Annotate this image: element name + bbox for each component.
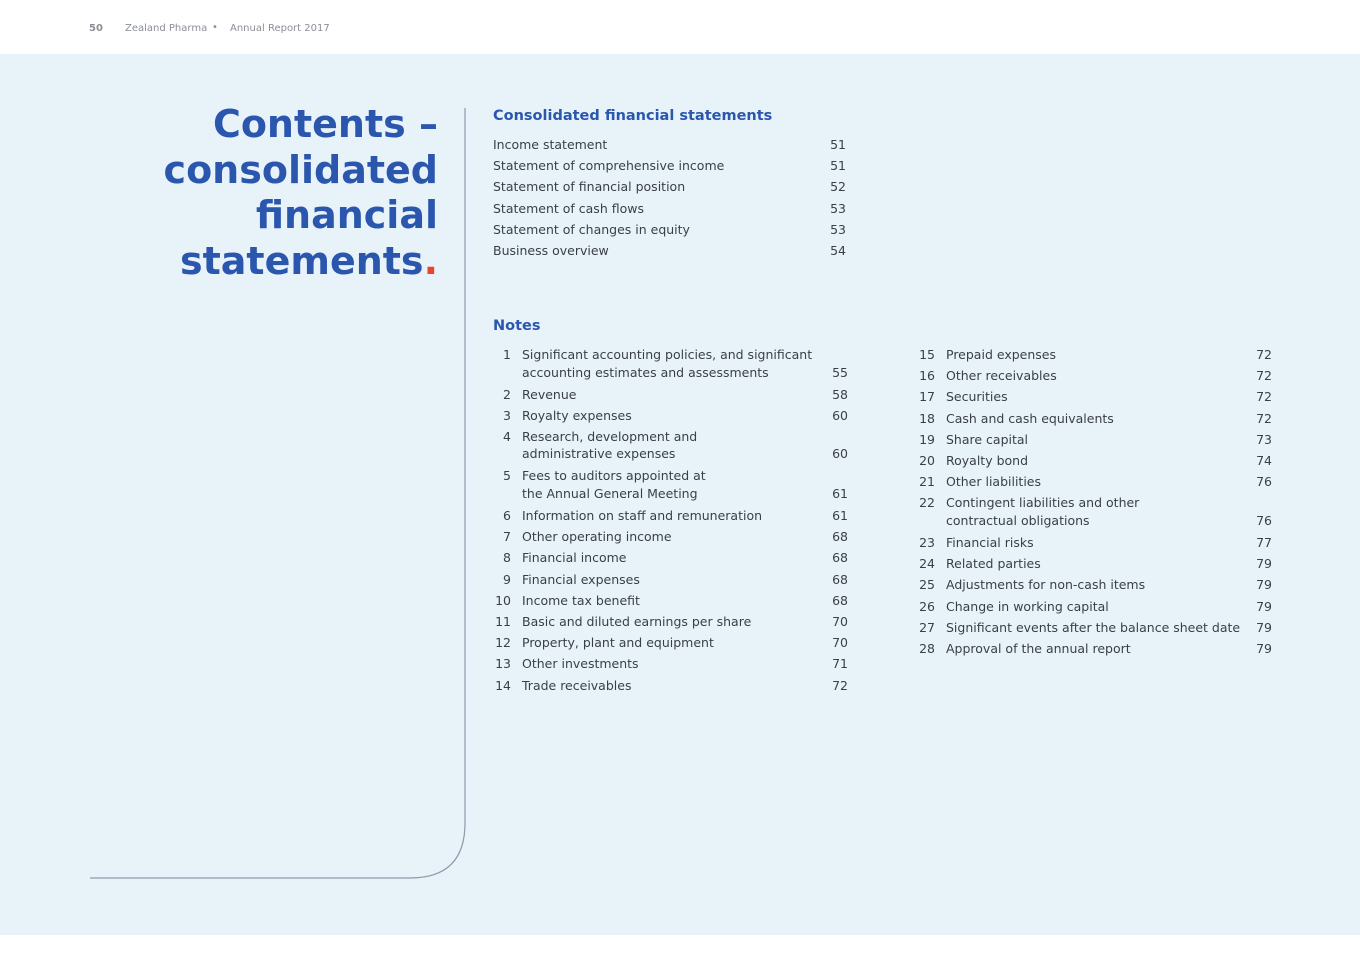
title-line-1: Contents –	[212, 102, 438, 146]
note-page: 68	[832, 550, 848, 566]
note-row[interactable]	[493, 407, 848, 425]
note-page: 70	[832, 635, 848, 651]
note-label: Revenue	[522, 386, 577, 402]
note-label: Significant accounting policies, and significant	[522, 347, 813, 362]
note-number: 11	[495, 613, 511, 629]
note-label: Change in working capital	[946, 598, 1109, 614]
note-row[interactable]	[493, 549, 848, 567]
note-label: Trade receivables	[522, 677, 632, 693]
note-row[interactable]	[917, 640, 1272, 658]
note-row[interactable]	[917, 452, 1272, 470]
toc-row[interactable]	[493, 178, 849, 195]
note-number: 12	[495, 635, 511, 651]
notes-heading: Notes	[493, 318, 541, 334]
note-row[interactable]	[493, 677, 848, 695]
toc-row-page: 51	[830, 158, 846, 174]
note-page: 71	[832, 656, 848, 672]
note-number: 21	[919, 474, 935, 490]
note-page: 68	[832, 592, 848, 608]
toc-row[interactable]	[493, 136, 849, 153]
note-page: 68	[832, 571, 848, 587]
note-label-line-2: accounting estimates and assessments	[522, 364, 769, 380]
company-name: Zealand Pharma	[125, 23, 208, 34]
note-label: Adjustments for non-cash items	[946, 577, 1146, 593]
toc-row-page: 52	[830, 179, 846, 195]
toc-row-page: 51	[830, 137, 846, 152]
note-row[interactable]	[493, 634, 848, 652]
note-label: Contingent liabilities and other	[946, 495, 1140, 511]
note-number: 4	[503, 428, 511, 444]
note-label: Other investments	[522, 656, 639, 672]
toc-row-label: Statement of changes in equity	[493, 221, 690, 237]
note-label: Prepaid expenses	[946, 347, 1056, 362]
note-label: Property, plant and equipment	[522, 635, 714, 651]
note-row[interactable]	[493, 528, 848, 546]
note-number: 23	[919, 534, 935, 550]
note-number: 2	[503, 386, 511, 402]
note-row[interactable]	[917, 431, 1272, 449]
note-row[interactable]	[917, 576, 1272, 594]
note-label: Significant events after the balance sheet date	[946, 619, 1241, 635]
note-page: 70	[832, 613, 848, 629]
note-number: 16	[919, 368, 935, 384]
note-page: 72	[1256, 389, 1272, 405]
toc-row-label: Statement of cash flows	[493, 200, 644, 216]
note-number: 22	[919, 495, 935, 511]
note-page: 76	[1256, 474, 1272, 490]
note-row[interactable]	[917, 534, 1272, 552]
page-number: 50	[89, 23, 103, 34]
note-page: 73	[1256, 431, 1272, 447]
note-row[interactable]	[917, 346, 1272, 364]
toc-row-label: Income statement	[493, 137, 608, 152]
note-number: 25	[919, 577, 935, 593]
note-label: Research, development and	[522, 428, 698, 444]
note-label: Share capital	[946, 431, 1029, 447]
note-row[interactable]	[493, 346, 848, 381]
title-line-4-text: statements	[179, 238, 424, 283]
note-row[interactable]	[917, 619, 1272, 637]
note-number: 27	[919, 619, 935, 635]
note-page: 60	[832, 407, 848, 423]
note-row[interactable]	[493, 592, 848, 610]
note-page: 72	[1256, 410, 1272, 426]
note-number: 18	[919, 410, 935, 426]
note-label: Basic and diluted earnings per share	[522, 613, 752, 629]
note-row[interactable]	[493, 507, 848, 525]
note-page: 55	[832, 364, 848, 380]
note-number: 8	[503, 550, 511, 566]
note-row[interactable]	[917, 367, 1272, 385]
note-label: Financial income	[522, 550, 627, 566]
note-label: Other operating income	[522, 529, 672, 545]
note-page: 61	[832, 485, 848, 501]
note-number: 14	[495, 677, 511, 693]
note-number: 7	[503, 529, 511, 545]
note-number: 20	[919, 453, 935, 468]
note-page: 79	[1256, 577, 1272, 593]
divider-curve	[88, 108, 468, 883]
note-page: 72	[1256, 368, 1272, 384]
note-number: 9	[503, 571, 511, 587]
note-label-line-2: administrative expenses	[522, 446, 676, 462]
note-page: 77	[1256, 534, 1272, 550]
note-number: 26	[919, 598, 935, 614]
header-separator: •	[212, 22, 218, 33]
toc-row-page: 54	[830, 243, 846, 258]
title-accent-dot: .	[423, 238, 438, 283]
toc-row-page: 53	[830, 221, 846, 237]
note-row[interactable]	[917, 555, 1272, 573]
note-page: 68	[832, 529, 848, 545]
note-number: 1	[503, 347, 511, 362]
note-label: Income tax benefit	[522, 592, 640, 608]
toc-row-label: Statement of financial position	[493, 179, 686, 195]
note-page: 61	[832, 507, 848, 523]
note-number: 6	[503, 507, 511, 523]
title-line-2: consolidated	[163, 147, 438, 192]
note-page: 79	[1256, 640, 1272, 656]
note-number: 15	[919, 347, 935, 362]
toc-row[interactable]	[493, 157, 849, 174]
note-label: Fees to auditors appointed at	[522, 468, 706, 484]
title-line-3: financial	[255, 193, 438, 237]
note-row[interactable]	[917, 410, 1272, 428]
toc-row-page: 53	[830, 200, 846, 216]
note-row[interactable]	[493, 613, 848, 631]
note-number: 10	[495, 592, 511, 608]
toc-row[interactable]	[493, 242, 849, 259]
note-label-line-2: the Annual General Meeting	[522, 485, 698, 501]
note-label: Royalty expenses	[522, 407, 632, 423]
note-page: 79	[1256, 619, 1272, 635]
note-page: 79	[1256, 556, 1272, 572]
report-name: Annual Report 2017	[230, 23, 330, 34]
page-header	[0, 0, 1360, 54]
note-label: Financial expenses	[522, 571, 640, 587]
note-label: Financial risks	[946, 534, 1034, 550]
note-row[interactable]	[493, 467, 848, 502]
note-label: Other liabilities	[946, 474, 1042, 490]
note-number: 24	[919, 556, 935, 572]
toc-row[interactable]	[493, 221, 849, 238]
note-label-line-2: contractual obligations	[946, 512, 1090, 528]
note-label: Approval of the annual report	[946, 640, 1131, 656]
note-number: 13	[495, 656, 511, 672]
toc-row[interactable]	[493, 200, 849, 217]
note-row[interactable]	[493, 428, 848, 463]
note-number: 17	[919, 389, 935, 405]
note-page: 74	[1256, 453, 1272, 468]
note-label: Related parties	[946, 556, 1041, 572]
note-row[interactable]	[493, 571, 848, 589]
note-label: Royalty bond	[946, 453, 1029, 468]
note-number: 5	[503, 468, 511, 484]
note-row[interactable]	[917, 473, 1272, 491]
note-label: Other receivables	[946, 368, 1057, 384]
note-label: Securities	[946, 389, 1008, 405]
toc-row-label: Business overview	[493, 243, 609, 258]
note-row[interactable]	[917, 388, 1272, 406]
note-number: 3	[503, 407, 511, 423]
note-label: Information on staff and remuneration	[522, 507, 763, 523]
note-row[interactable]	[493, 655, 848, 673]
toc-row-label: Statement of comprehensive income	[493, 158, 725, 174]
note-page: 58	[832, 386, 848, 402]
note-page: 79	[1256, 598, 1272, 614]
note-page: 76	[1256, 512, 1272, 528]
note-label: Cash and cash equivalents	[946, 410, 1114, 426]
note-row[interactable]	[917, 598, 1272, 616]
note-row[interactable]	[493, 386, 848, 404]
note-row[interactable]	[917, 494, 1272, 529]
note-number: 19	[919, 431, 935, 447]
note-page: 60	[832, 446, 848, 462]
note-number: 28	[919, 640, 935, 656]
note-page: 72	[1256, 347, 1272, 362]
consolidated-heading: Consolidated financial statements	[493, 108, 773, 124]
note-page: 72	[832, 677, 848, 693]
footer-strip	[0, 935, 1360, 960]
